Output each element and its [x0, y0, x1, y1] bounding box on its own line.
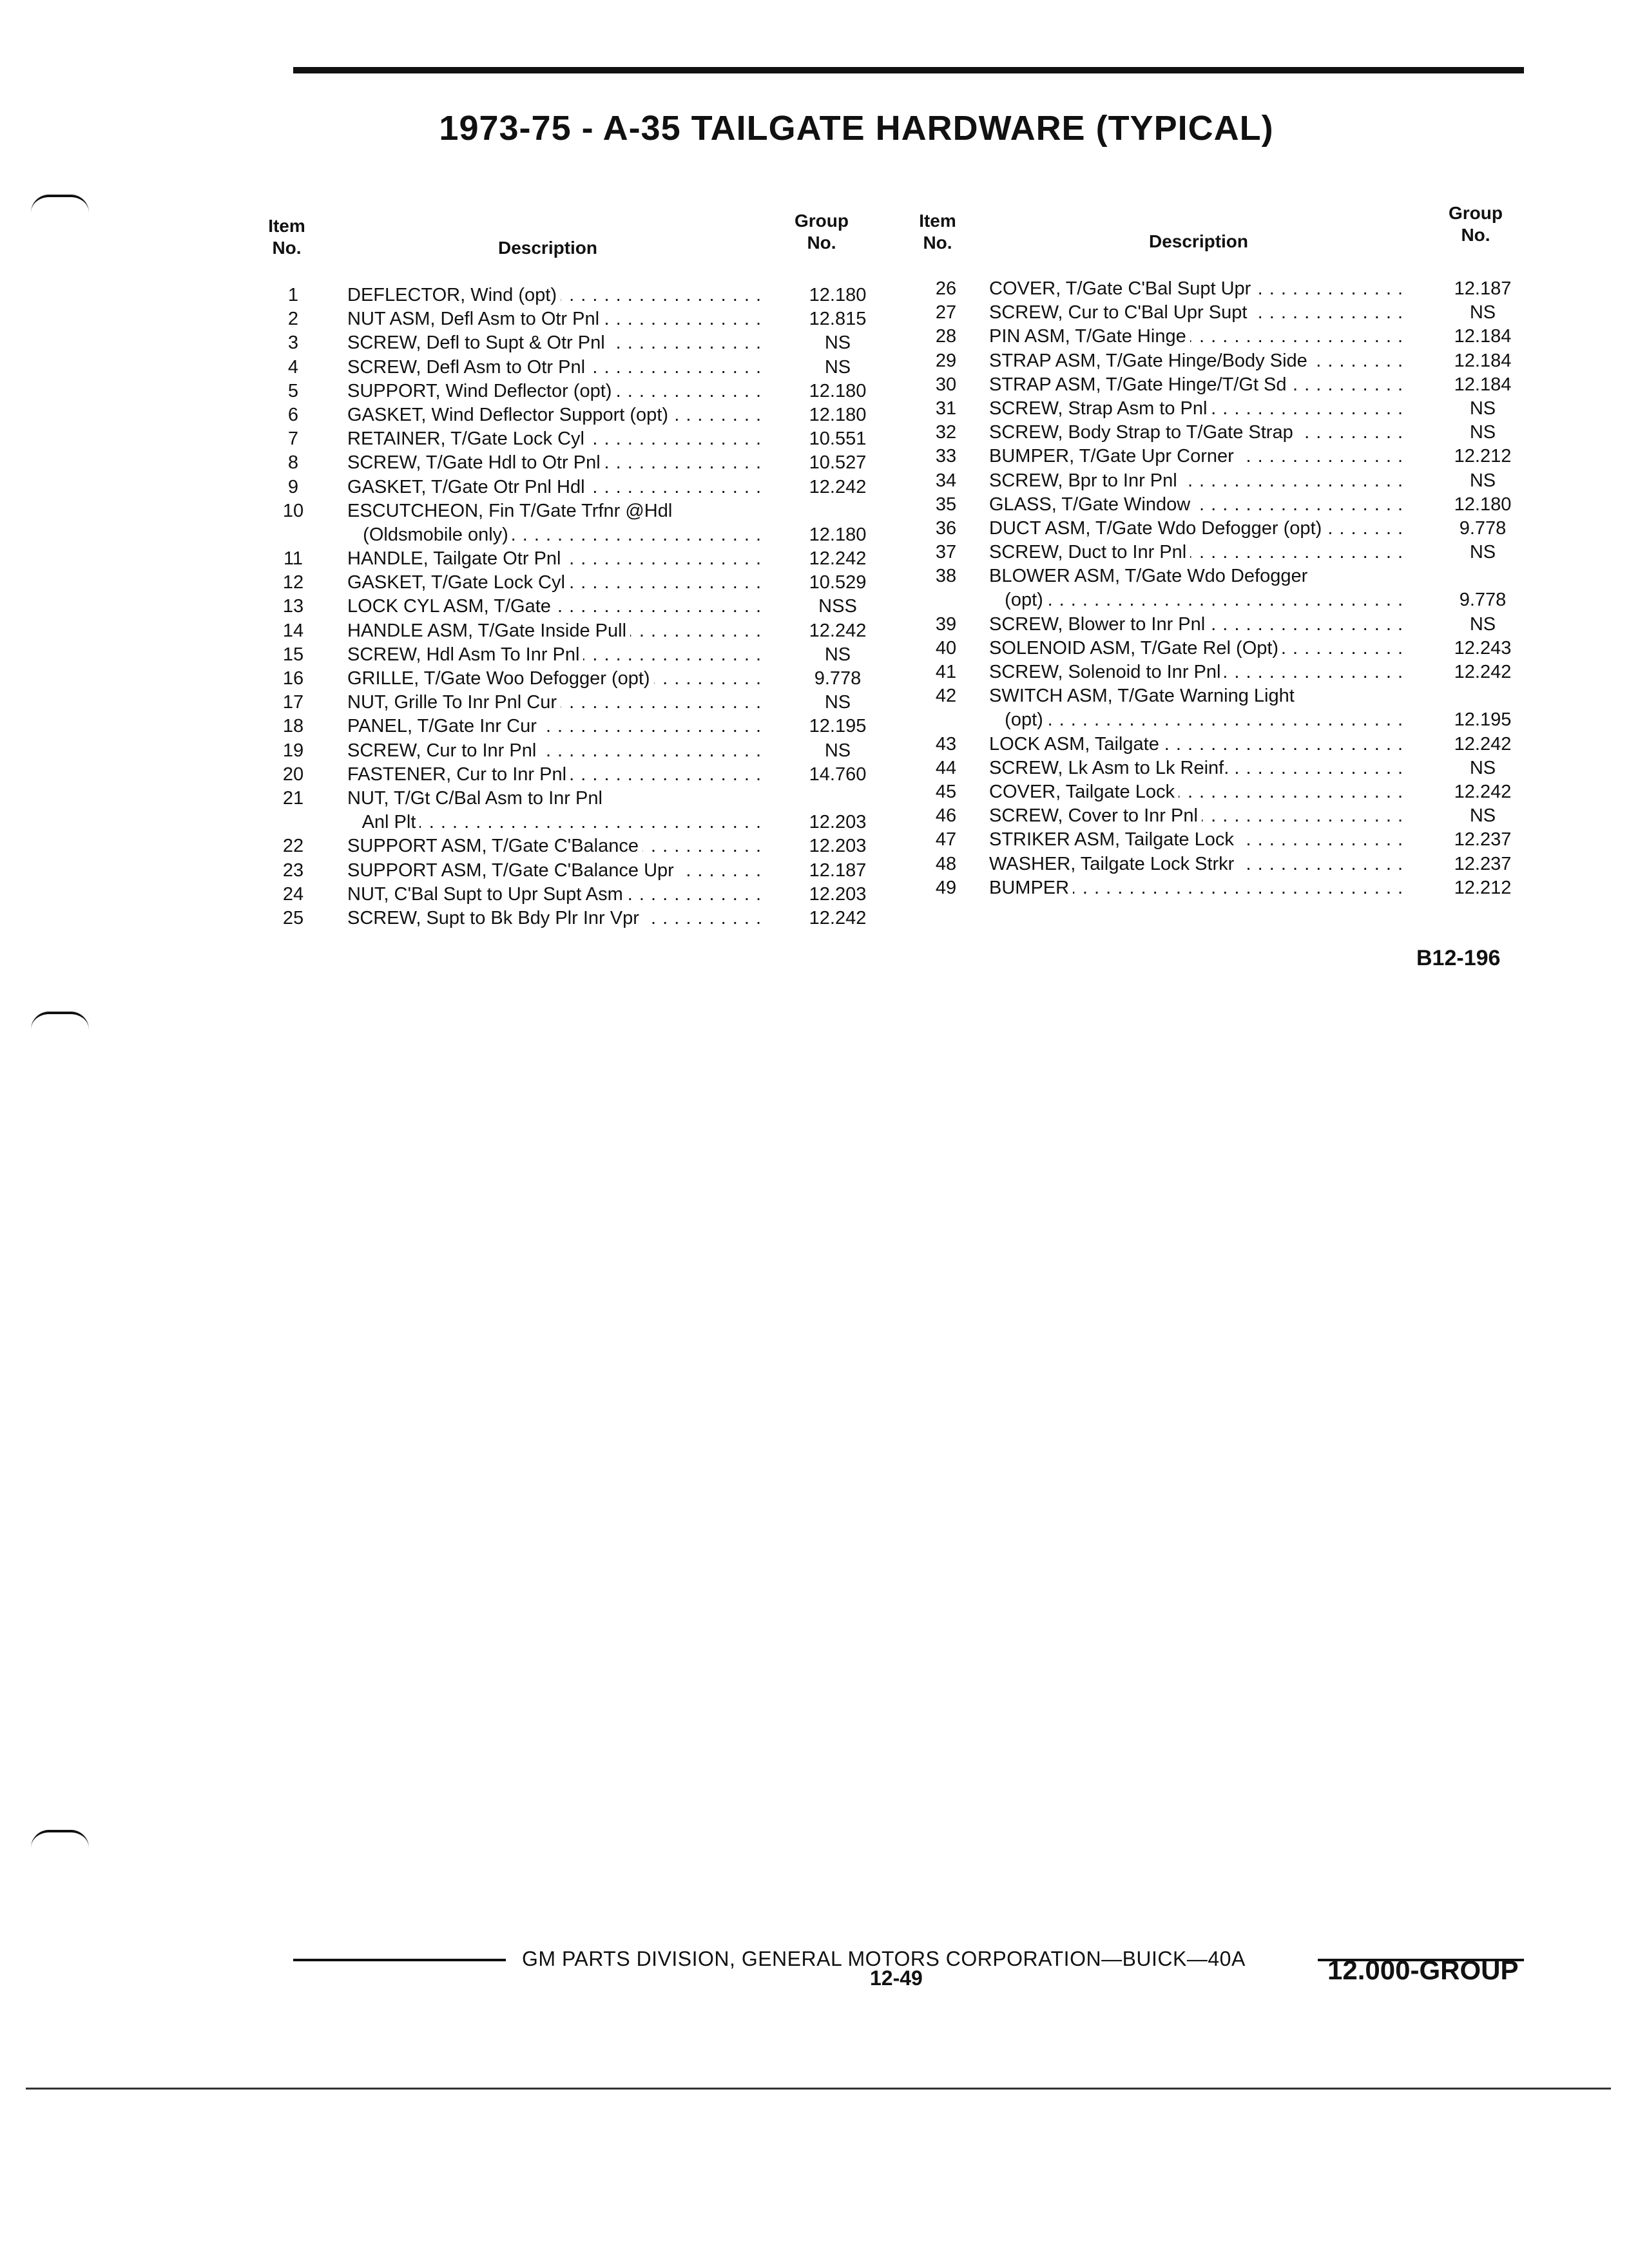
part-description	[989, 733, 1407, 756]
item-number: 40	[935, 637, 957, 658]
group-number: NS	[1469, 613, 1496, 635]
group-number: NS	[1469, 422, 1496, 443]
part-description	[989, 828, 1407, 852]
part-description-text: SCREW, Cover to Inr Pnl	[989, 805, 1202, 826]
part-description-text: LOCK ASM, Tailgate	[989, 734, 1163, 754]
punch-hole-mark-middle	[31, 1012, 89, 1030]
item-number: 19	[282, 740, 304, 761]
group-number: 12.242	[1454, 733, 1512, 754]
part-description-text: (opt)	[989, 709, 1047, 730]
item-number: 2	[287, 309, 299, 330]
item-number: 34	[935, 470, 957, 491]
item-number: 3	[287, 332, 299, 354]
item-number: 37	[935, 542, 957, 563]
part-description	[989, 325, 1407, 349]
item-number: 5	[287, 380, 299, 401]
item-number: 9	[287, 476, 299, 497]
part-description-text: (Oldsmobile only)	[347, 524, 512, 545]
part-description	[989, 349, 1407, 373]
item-number: 8	[287, 452, 299, 474]
group-number: NS	[824, 692, 851, 713]
part-description-text: SCREW, T/Gate Hdl to Otr Pnl	[347, 452, 604, 473]
item-number: 39	[935, 613, 957, 635]
part-description-text: SCREW, Hdl Asm To Inr Pnl	[347, 644, 583, 665]
part-description	[347, 883, 765, 907]
item-number: 31	[935, 398, 957, 419]
part-description-text: HANDLE, Tailgate Otr Pnl	[347, 548, 565, 569]
item-number: 23	[282, 860, 304, 881]
part-description-text: SCREW, Cur to C'Bal Upr Supt	[989, 302, 1251, 323]
part-description-text: BLOWER ASM, T/Gate Wdo Defogger	[989, 566, 1311, 586]
part-description	[989, 756, 1407, 780]
part-description	[347, 619, 765, 643]
group-number: 12.242	[1454, 781, 1512, 802]
part-description	[989, 301, 1407, 325]
part-description-text: GLASS, T/Gate Window	[989, 494, 1194, 515]
part-description-text: SUPPORT ASM, T/Gate C'Balance	[347, 836, 642, 856]
part-description	[347, 595, 765, 619]
header-group-no-right: Group No.	[1449, 203, 1503, 245]
part-description-text: SCREW, Blower to Inr Pnl	[989, 614, 1209, 635]
group-number: 12.203	[809, 883, 867, 905]
part-description	[347, 356, 765, 380]
part-description	[989, 637, 1407, 660]
item-number: 17	[282, 692, 304, 713]
item-number: 26	[935, 278, 957, 299]
part-description	[989, 517, 1407, 541]
group-number: 12.180	[809, 404, 867, 425]
part-description-text: STRIKER ASM, Tailgate Lock	[989, 829, 1238, 850]
group-number: NS	[1469, 470, 1496, 491]
part-description-text: NUT, C'Bal Supt to Upr Supt Asm	[347, 884, 627, 905]
group-number: NS	[1469, 542, 1496, 563]
group-number: 10.551	[809, 428, 867, 450]
reference-code: B12-196	[1416, 946, 1501, 970]
group-number: 12.242	[1454, 662, 1512, 682]
part-description	[989, 397, 1407, 421]
item-number: 6	[287, 404, 299, 425]
group-label: 12.000-GROUP	[1327, 1955, 1519, 1985]
part-description	[989, 445, 1407, 468]
part-description	[347, 403, 765, 427]
part-description	[989, 804, 1407, 828]
item-number: 12	[282, 572, 304, 593]
item-number: 45	[935, 781, 957, 802]
part-description	[989, 852, 1407, 876]
item-number: 18	[282, 716, 304, 737]
header-item-no-right: Item No.	[919, 211, 956, 253]
part-description-text: STRAP ASM, T/Gate Hinge/T/Gt Sd	[989, 374, 1291, 395]
part-description	[347, 331, 765, 355]
part-description-text: GASKET, T/Gate Otr Pnl Hdl	[347, 477, 589, 497]
part-description-text: SCREW, Supt to Bk Bdy Plr Inr Vpr	[347, 908, 643, 928]
group-number: 12.237	[1454, 829, 1512, 850]
header-group-no-left: Group No.	[795, 211, 849, 253]
part-description	[347, 451, 765, 475]
group-number: NS	[824, 644, 851, 665]
item-number: 29	[935, 350, 957, 371]
part-description	[347, 715, 765, 738]
group-number: NS	[824, 332, 851, 354]
part-description	[989, 684, 1407, 708]
part-description-text: SCREW, Duct to Inr Pnl	[989, 542, 1190, 562]
group-number: NS	[1469, 757, 1496, 778]
page-title: 1973-75 - A-35 TAILGATE HARDWARE (TYPICAL)	[439, 109, 1274, 148]
part-description-text: NUT, Grille To Inr Pnl Cur	[347, 692, 561, 713]
group-number: 12.242	[809, 620, 867, 641]
page-number: 12-49	[870, 1966, 923, 1990]
part-description-text: PIN ASM, T/Gate Hinge	[989, 326, 1190, 347]
group-number: NS	[1469, 398, 1496, 419]
footer-publisher: GM PARTS DIVISION, GENERAL MOTORS CORPORATION—BUICK—40A	[522, 1947, 1246, 1970]
part-description	[347, 643, 765, 667]
item-number: 11	[283, 548, 304, 570]
item-number: 41	[935, 662, 957, 682]
part-description-text: PANEL, T/Gate Inr Cur	[347, 716, 541, 736]
group-number: 9.778	[1459, 590, 1507, 611]
part-description-text: SCREW, Solenoid to Inr Pnl	[989, 662, 1224, 682]
item-number: 44	[935, 757, 957, 778]
part-description-text: (opt)	[989, 590, 1047, 610]
header-description-right: Description	[1148, 231, 1249, 251]
item-number: 21	[282, 787, 304, 809]
part-description	[347, 834, 765, 858]
part-description-text: NUT ASM, Defl Asm to Otr Pnl	[347, 309, 603, 329]
group-number: 12.203	[809, 812, 867, 833]
group-number: 12.237	[1454, 853, 1512, 874]
item-number: 30	[935, 374, 957, 395]
part-description-text: Anl Plt	[347, 812, 419, 832]
part-description	[989, 469, 1407, 493]
group-number: NS	[824, 356, 851, 378]
part-description-text: SUPPORT ASM, T/Gate C'Balance Upr	[347, 860, 678, 881]
part-description-text: SCREW, Lk Asm to Lk Reinf.	[989, 758, 1233, 778]
item-number: 24	[282, 883, 304, 905]
item-number: 14	[282, 620, 304, 641]
part-description	[347, 571, 765, 595]
part-description	[989, 493, 1407, 517]
part-description-text: SOLENOID ASM, T/Gate Rel (Opt)	[989, 638, 1282, 658]
item-number: 47	[935, 829, 957, 850]
part-description-text: SCREW, Body Strap to T/Gate Strap	[989, 422, 1297, 443]
footer-rule-left	[293, 1959, 506, 1961]
group-number: 12.180	[1454, 494, 1512, 515]
part-description	[347, 547, 765, 571]
part-description-text: STRAP ASM, T/Gate Hinge/Body Side	[989, 351, 1311, 371]
punch-hole-mark-top	[31, 195, 89, 213]
item-number: 25	[282, 907, 304, 928]
part-description-text: DEFLECTOR, Wind (opt)	[347, 285, 561, 305]
part-description	[347, 739, 765, 763]
group-number: 12.212	[1454, 446, 1512, 467]
part-description	[989, 373, 1407, 397]
part-description	[989, 780, 1407, 804]
part-description	[989, 613, 1407, 637]
part-description	[347, 523, 765, 547]
part-description-text: SCREW, Strap Asm to Pnl	[989, 398, 1211, 419]
group-number: 9.778	[814, 668, 862, 689]
top-rule	[293, 67, 1524, 73]
group-number: 12.184	[1454, 326, 1512, 347]
part-description	[989, 564, 1407, 588]
part-description-text: BUMPER, T/Gate Upr Corner	[989, 446, 1238, 466]
header-item-no-left: Item No.	[268, 216, 305, 258]
group-number: 12.180	[809, 524, 867, 545]
part-description	[989, 876, 1407, 900]
part-description-text: SCREW, Cur to Inr Pnl	[347, 740, 540, 761]
group-number: 10.529	[809, 572, 867, 593]
item-number: 4	[287, 356, 299, 378]
part-description-text: LOCK CYL ASM, T/Gate	[347, 596, 555, 617]
part-description-text: WASHER, Tailgate Lock Strkr	[989, 854, 1238, 874]
group-number: 9.778	[1459, 517, 1507, 539]
part-description	[989, 660, 1407, 684]
group-number: 12.242	[809, 476, 867, 497]
group-number: 12.243	[1454, 637, 1512, 658]
item-number: 10	[282, 500, 304, 521]
item-number: 33	[935, 446, 957, 467]
part-description-text: COVER, Tailgate Lock	[989, 782, 1179, 802]
part-description-text: FASTENER, Cur to Inr Pnl	[347, 764, 570, 785]
item-number: 49	[935, 877, 957, 898]
part-description-text: GRILLE, T/Gate Woo Defogger (opt)	[347, 668, 654, 689]
part-description-text: GASKET, T/Gate Lock Cyl	[347, 572, 569, 593]
part-description-text: SUPPORT, Wind Deflector (opt)	[347, 381, 615, 401]
item-number: 15	[282, 644, 304, 665]
item-number: 48	[935, 853, 957, 874]
part-description	[347, 380, 765, 403]
part-description-text: GASKET, Wind Deflector Support (opt)	[347, 405, 672, 425]
item-number: 35	[935, 494, 957, 515]
item-number: 1	[287, 285, 299, 305]
item-number: 27	[935, 302, 957, 323]
group-number: NS	[1469, 805, 1496, 827]
item-number: 22	[282, 836, 304, 857]
group-number: 12.195	[1454, 709, 1512, 731]
part-description	[347, 691, 765, 715]
part-description	[989, 588, 1407, 612]
item-number: 28	[935, 326, 957, 347]
part-description	[989, 421, 1407, 445]
group-number: 12.242	[809, 548, 867, 570]
group-number: 12.195	[809, 716, 867, 737]
group-number: 14.760	[809, 764, 867, 785]
part-description	[347, 907, 765, 930]
item-number: 36	[935, 517, 957, 539]
group-number: 12.187	[1454, 278, 1512, 299]
part-description	[347, 427, 765, 451]
item-number: 13	[282, 596, 304, 617]
part-description	[989, 708, 1407, 732]
group-number: 12.180	[809, 380, 867, 401]
part-description	[347, 476, 765, 499]
bottom-rule	[26, 2088, 1611, 2090]
item-number: 38	[935, 566, 957, 587]
part-description-text: SWITCH ASM, T/Gate Warning Light	[989, 686, 1298, 706]
part-description-text: NUT, T/Gt C/Bal Asm to Inr Pnl	[347, 788, 606, 809]
group-number: 12.242	[809, 907, 867, 928]
part-description-text: RETAINER, T/Gate Lock Cyl	[347, 428, 588, 449]
part-description	[347, 811, 765, 834]
item-number: 7	[287, 428, 299, 450]
group-number: 12.184	[1454, 374, 1512, 395]
item-number: 46	[935, 805, 957, 827]
part-description-text: SCREW, Defl to Supt & Otr Pnl	[347, 332, 609, 353]
group-number: 12.184	[1454, 350, 1512, 371]
group-number: 12.187	[809, 860, 867, 881]
part-description-text: ESCUTCHEON, Fin T/Gate Trfnr @Hdl	[347, 501, 676, 521]
part-description	[347, 499, 765, 523]
item-number: 42	[935, 686, 957, 707]
part-description-text: BUMPER	[989, 878, 1073, 898]
part-description	[347, 667, 765, 691]
group-number: NS	[824, 740, 851, 761]
item-number: 20	[282, 764, 304, 785]
part-description	[347, 307, 765, 331]
item-number: 43	[935, 733, 957, 754]
part-description	[989, 277, 1407, 301]
group-number: 12.203	[809, 836, 867, 857]
part-description-text: COVER, T/Gate C'Bal Supt Upr	[989, 278, 1255, 299]
part-description	[989, 541, 1407, 564]
group-number: 10.527	[809, 452, 867, 474]
group-number: 12.815	[809, 309, 867, 330]
header-description-left: Description	[497, 238, 598, 258]
punch-hole-mark-bottom	[31, 1830, 89, 1848]
item-number: 32	[935, 422, 957, 443]
group-number: NS	[1469, 302, 1496, 323]
part-description	[347, 859, 765, 883]
part-description-text: SCREW, Bpr to Inr Pnl	[989, 470, 1181, 491]
part-description-text: DUCT ASM, T/Gate Wdo Defogger (opt)	[989, 518, 1325, 539]
group-number: 12.180	[809, 285, 867, 305]
group-number: NSS	[818, 596, 857, 617]
part-description-text: HANDLE ASM, T/Gate Inside Pull	[347, 620, 630, 641]
part-description-text: SCREW, Defl Asm to Otr Pnl	[347, 357, 589, 378]
part-description	[347, 284, 765, 307]
part-description	[347, 787, 765, 811]
group-number: 12.212	[1454, 877, 1512, 898]
part-description	[347, 763, 765, 787]
item-number: 16	[282, 668, 304, 689]
